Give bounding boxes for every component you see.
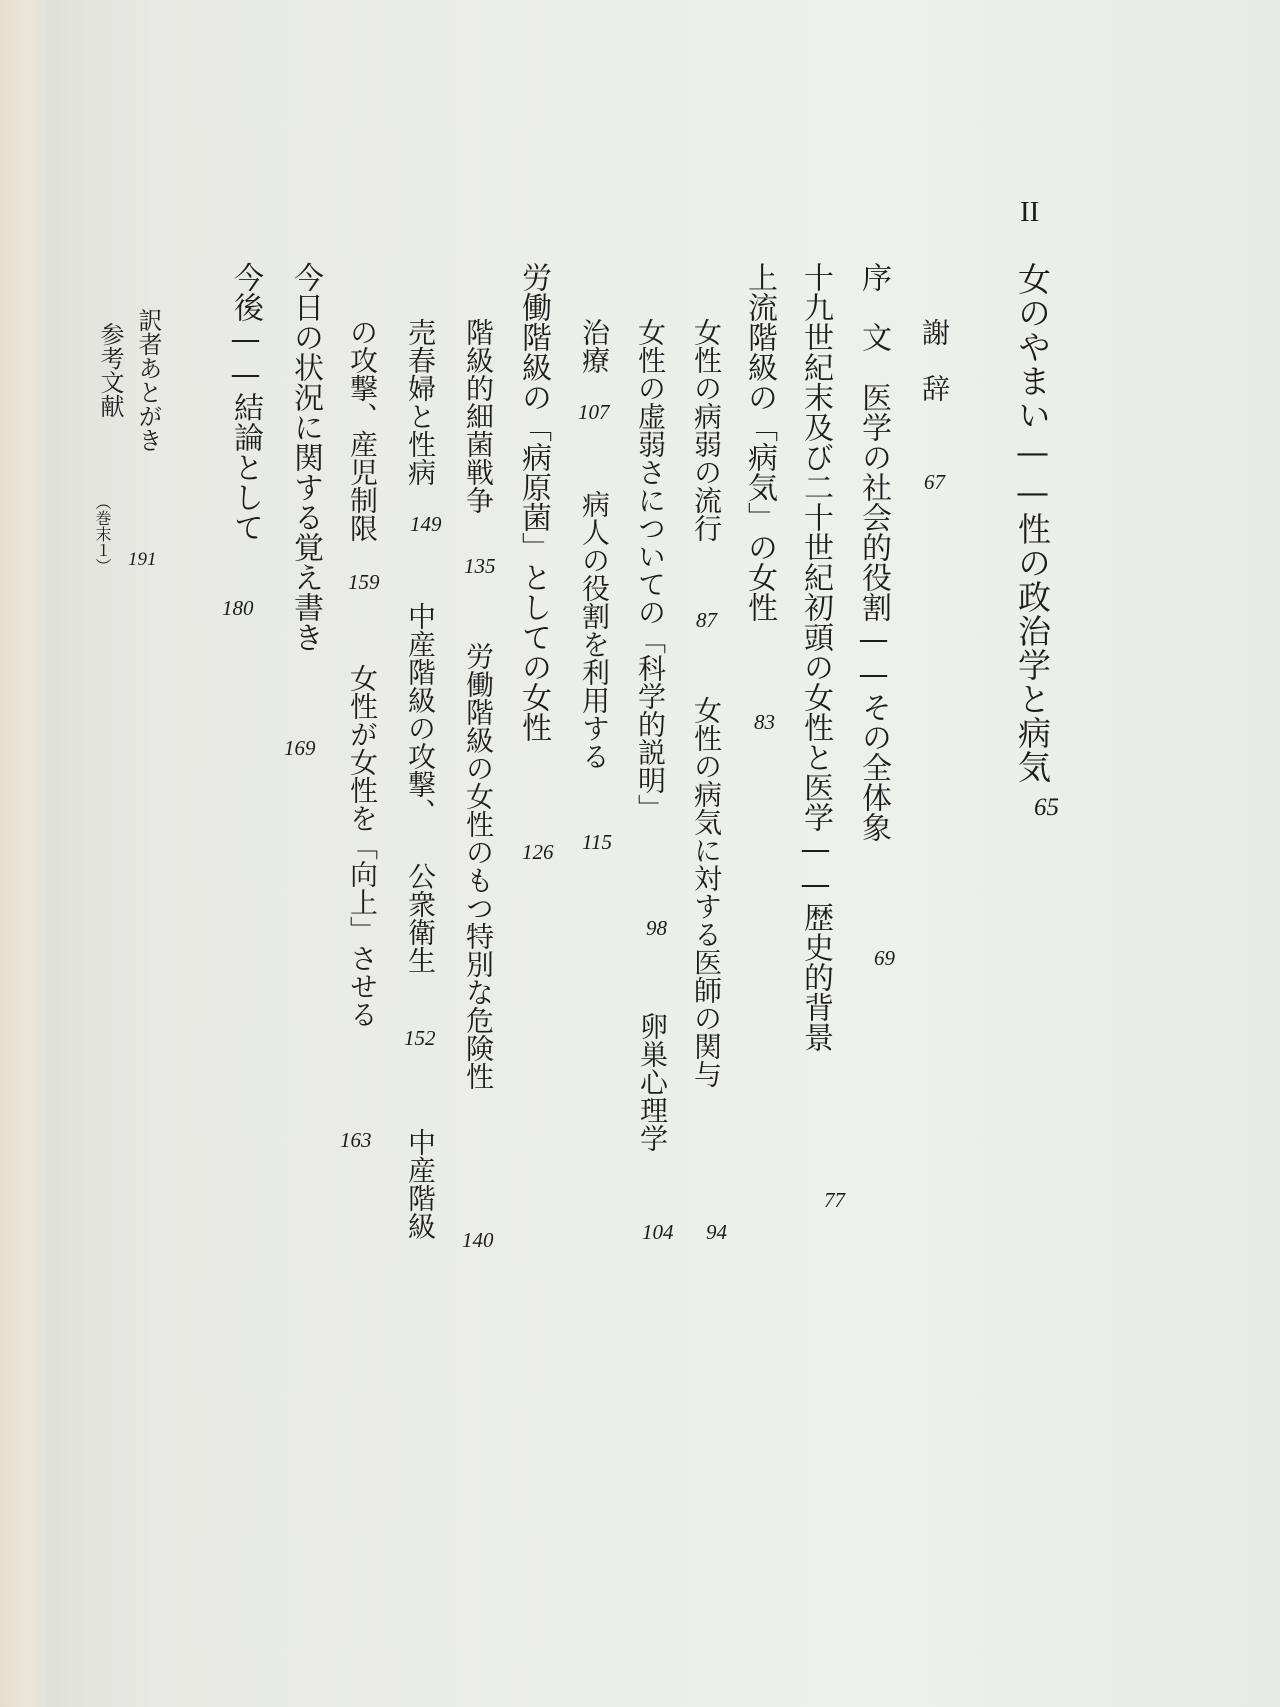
- toc-entry-working-class: 労働階級の「病原菌」としての女性: [516, 262, 551, 742]
- toc-page-ovary: 104: [642, 1220, 674, 1244]
- toc-page-sick-role: 115: [582, 830, 612, 854]
- toc-page-birth-control: 159: [348, 570, 380, 594]
- toc-entry-conclusion: 今後——結論として: [228, 262, 263, 542]
- toc-entry-prostitutes: 売春婦と性病: [404, 318, 437, 486]
- toc-page-uplift: 163: [340, 1128, 372, 1152]
- toc-page-danger: 140: [462, 1228, 494, 1252]
- toc-page-preface: 69: [874, 946, 895, 970]
- toc-entry-danger: 労働階級の女性のもつ特別な危険性: [462, 642, 495, 1090]
- toc-entry-middle-class-attack: 中産階級の攻撃、: [404, 602, 437, 826]
- toc-page-invalidism: 87: [696, 608, 717, 632]
- toc-entry-invalidism: 女性の病弱の流行: [690, 318, 723, 542]
- toc-page-bibliography: （巻末１）: [93, 494, 112, 574]
- toc-entry-birth-control: の攻撃、産児制限: [346, 318, 379, 542]
- toc-entry-today: 今日の状況に関する覚え書き: [288, 262, 323, 652]
- toc-entry-middle-class: 中産階級: [404, 1128, 437, 1240]
- toc-page-conclusion: 180: [222, 596, 254, 620]
- toc-entry-doctors: 女性の病気に対する医師の関与: [690, 696, 723, 1088]
- part-page: 65: [1034, 794, 1059, 821]
- toc-page-history: 77: [824, 1188, 845, 1212]
- toc-page-public-health: 152: [404, 1026, 436, 1050]
- toc-page-scientific: 98: [646, 916, 667, 940]
- toc-page-upper-class: 83: [754, 710, 775, 734]
- toc-page-prostitutes: 149: [410, 512, 442, 536]
- part-title: 女のやまい——性の政治学と病気: [1013, 262, 1052, 784]
- toc-entry-preface: 序 文 医学の社会的役割——その全体象: [856, 262, 891, 842]
- toc-entry-afterword: 訳者あとがき: [134, 308, 162, 452]
- toc-page-working-class: 126: [522, 840, 554, 864]
- toc-entry-ovary: 卵巣心理学: [636, 1012, 669, 1152]
- toc-entry-germ-warfare: 階級的細菌戦争: [462, 318, 495, 514]
- toc-entry-treatment: 治療: [578, 318, 611, 374]
- toc-entry-history: 十九世紀末及び二十世紀初頭の女性と医学——歴史的背景: [798, 262, 833, 1052]
- toc-page-acknowledgments: 67: [924, 470, 945, 494]
- toc-entry-bibliography: 参考文献: [96, 322, 124, 418]
- toc-entry-acknowledgments: 謝 辞: [918, 318, 951, 402]
- toc-entry-scientific: 女性の虚弱さについての「科学的説明」: [634, 318, 667, 822]
- toc-page-afterword: 191: [128, 549, 157, 570]
- toc-page-doctors: 94: [706, 1220, 727, 1244]
- part-numeral: II: [1020, 196, 1040, 228]
- toc-entry-sick-role: 病人の役割を利用する: [578, 490, 611, 770]
- toc-page-today: 169: [284, 736, 316, 760]
- toc-page-germ-warfare: 135: [464, 554, 496, 578]
- toc-page-treatment: 107: [578, 400, 610, 424]
- toc-entry-upper-class: 上流階級の「病気」の女性: [742, 262, 777, 622]
- toc-entry-public-health: 公衆衛生: [404, 862, 437, 974]
- toc-entry-uplift: 女性が女性を「向上」させる: [346, 664, 379, 1028]
- page-gutter: [0, 0, 46, 1707]
